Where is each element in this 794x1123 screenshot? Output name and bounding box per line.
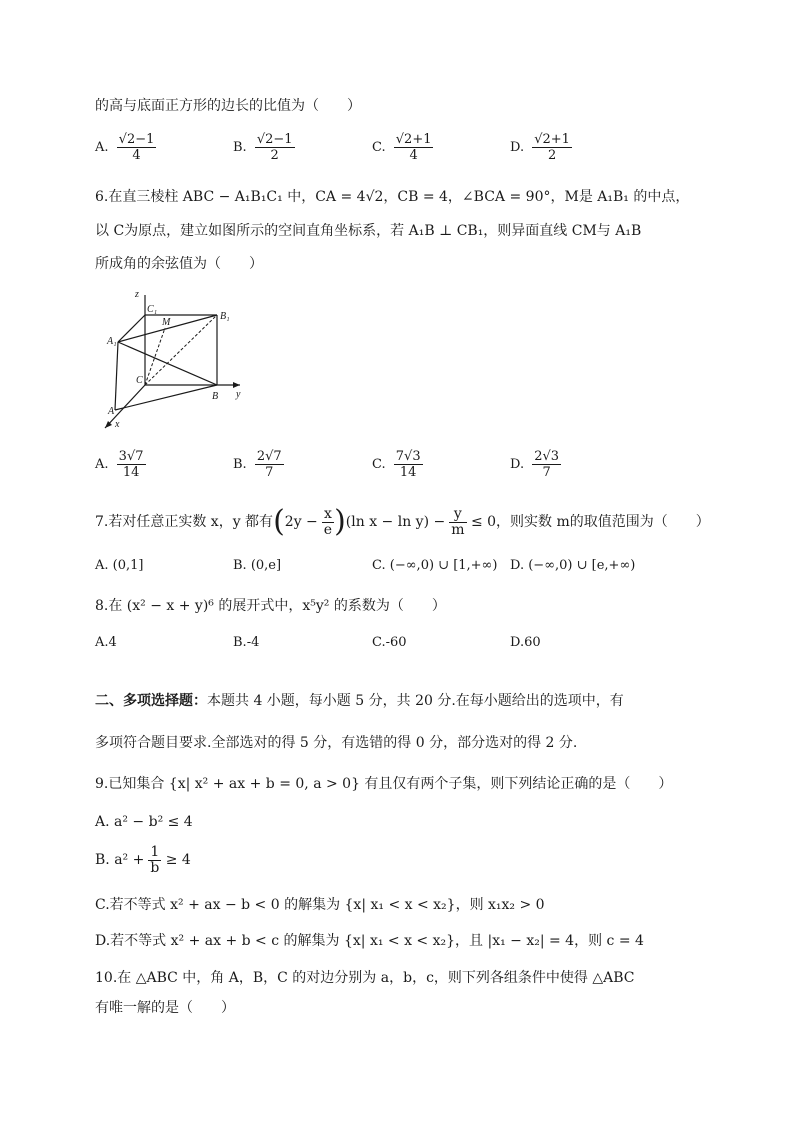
edge-aa1: [115, 342, 118, 410]
q9-option-c: C.若不等式 x² + ax − b < 0 的解集为 {x| x₁ < x < x₂}，则 x₁x₂ > 0: [95, 897, 545, 913]
label-c: C: [136, 375, 143, 386]
option-fraction: $\frac{√2+1}{4}$: [395, 132, 432, 163]
q10-stem-line2: 有唯一解的是（ ）: [95, 1000, 235, 1016]
q8-stem: 8.在 (x² − x + y)⁶ 的展开式中，x⁵y² 的系数为（ ）: [95, 598, 446, 614]
segment-cm: [145, 328, 165, 385]
option-fraction: $\frac{√2-1}{2}$: [256, 132, 293, 163]
q5-option-a: [95, 132, 156, 163]
q8-option-d: D.60: [510, 635, 541, 650]
option-fraction: $\frac{3√7}{14}$: [118, 449, 144, 480]
option-label: C.: [372, 457, 386, 472]
q5-option-c: [372, 132, 433, 163]
edge-ab: [115, 385, 217, 410]
option-label: D.: [510, 140, 525, 155]
label-m: M: [162, 317, 171, 328]
q8-option-a: A.4: [95, 635, 117, 650]
label-a: A: [108, 406, 115, 417]
section-title: 二、多项选择题：: [95, 693, 207, 709]
section-heading: 二、多项选择题：本题共 4 小题，每小题 5 分，共 20 分.在每小题给出的选项中，有: [95, 693, 624, 709]
label-z: z: [135, 289, 139, 300]
option-label: B.: [233, 457, 247, 472]
label-b: B: [212, 391, 219, 402]
label-a1: A₁: [107, 336, 117, 347]
q9-option-d: D.若不等式 x² + ax + b < c 的解集为 {x| x₁ < x < x₂}，且 |x₁ − x₂| = 4，则 c = 4: [95, 933, 644, 949]
q8-option-c: C.-60: [372, 635, 407, 650]
q5-option-d: [510, 132, 572, 163]
q5-stem: 的高与底面正方形的边长的比值为（ ）: [95, 98, 361, 114]
label-y: y: [236, 389, 241, 400]
option-label: C.: [372, 140, 386, 155]
q9-option-b: B. a² + $\frac{1}{b}$ ≥ 4: [95, 843, 191, 876]
q6-option-c: [372, 449, 423, 480]
segment-cb1: [145, 315, 217, 385]
q10-stem-line1: 10.在 △ABC 中，角 A，B，C 的对边分别为 a，b，c，则下列各组条件中使得 △ABC: [95, 970, 635, 986]
q6-stem-line3: 所成角的余弦值为（ ）: [95, 256, 263, 272]
q6-option-b: [233, 449, 284, 480]
option-fraction: $\frac{2√7}{7}$: [256, 449, 282, 480]
q6-stem-line1: 6.在直三棱柱 ABC − A₁B₁C₁ 中，CA = 4√2，CB = 4，∠BCA = 90°，M是 A₁B₁ 的中点，: [95, 189, 690, 205]
prism-coordinate-figure: [100, 285, 250, 435]
option-fraction: $\frac{√2-1}{4}$: [118, 132, 155, 163]
fraction-one-over-b: $\frac{1}{b}$: [150, 843, 160, 876]
q7-option-b: B. (0,e]: [233, 558, 282, 573]
q7-stem: 7.若对任意正实数 x，y 都有(2y − $\frac{x}{e}$ )(ln x − ln y) − $\frac{y}{m}$ ≤ 0，则实数 m的取值范围为（ ）: [95, 504, 710, 539]
option-fraction: $\frac{√2+1}{2}$: [534, 132, 570, 163]
label-x: x: [115, 419, 120, 430]
q6-option-a: [95, 449, 146, 480]
option-label: B.: [233, 140, 247, 155]
label-c1: C₁: [147, 304, 158, 315]
q6-option-d: [510, 449, 561, 480]
q7-option-c: C. (−∞,0) ∪ [1,+∞): [372, 558, 498, 573]
q9-stem: 9.已知集合 {x| x² + ax + b = 0, a > 0} 有且仅有两个子集，则下列结论正确的是（ ）: [95, 776, 673, 792]
label-b1: B₁: [220, 311, 230, 322]
fraction-y-over-m: $\frac{y}{m}$: [451, 505, 465, 538]
option-fraction: $\frac{2√3}{7}$: [534, 449, 560, 480]
q7-option-a: A. (0,1]: [95, 558, 144, 573]
q6-stem-line2: 以 C为原点，建立如图所示的空间直角坐标系，若 A₁B ⊥ CB₁，则异面直线 CM与 A₁B: [95, 223, 642, 239]
q7-option-d: D. (−∞,0) ∪ [e,+∞): [510, 558, 636, 573]
q8-option-b: B.-4: [233, 635, 260, 650]
option-label: A.: [95, 457, 109, 472]
section-instructions: 多项符合题目要求.全部选对的得 5 分，有选错的得 0 分，部分选对的得 2 分.: [95, 735, 578, 751]
y-arrow-icon: [233, 382, 240, 388]
option-label: A.: [95, 140, 109, 155]
q5-option-b: [233, 132, 295, 163]
fraction-x-over-e: $\frac{x}{e}$: [323, 505, 333, 538]
option-fraction: $\frac{7√3}{14}$: [395, 449, 421, 480]
q9-option-a: A. a² − b² ≤ 4: [95, 814, 193, 830]
option-label: D.: [510, 457, 525, 472]
